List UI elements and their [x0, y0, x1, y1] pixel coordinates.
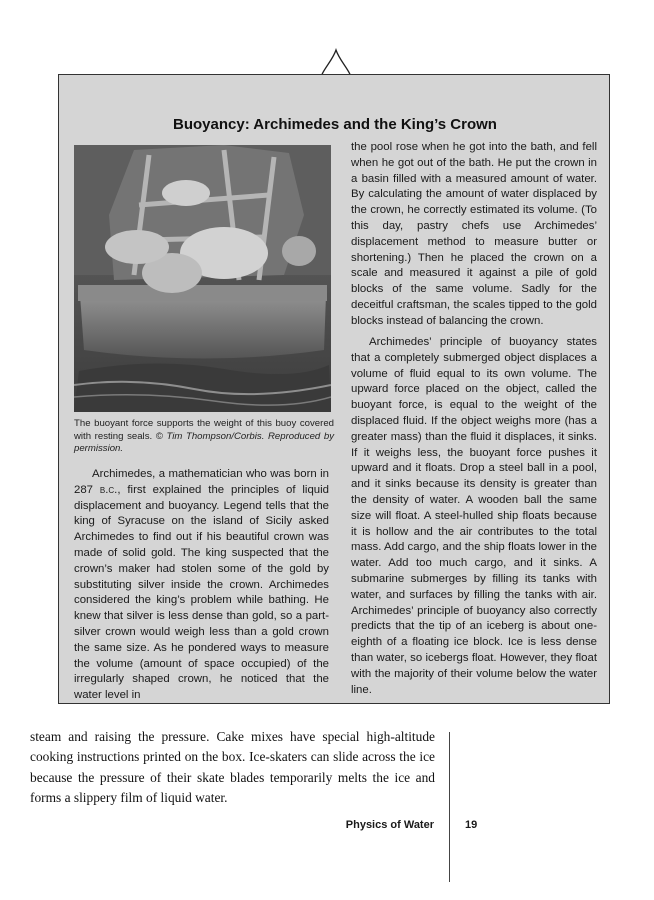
right-column-paragraph-1: the pool rose when he got into the bath, and fell when he got out of the bath. He put the crown in a basin filled with a measured amount of water. By calculating the amount of water displaced by the crown, he correctly estimated its volume. (To this day, pastry chefs use Archimedes’ displacement method to measure butter or shortening.) Then he placed the crown on a scale and measured it against a pile of gold blocks of the same volume. Sadly for the deceitful craftsman, the scales tipped to the gold blocks instead of balancing the crown.	[351, 141, 597, 327]
sidebar-box	[58, 74, 610, 704]
caption-text: The buoyant force supports the weight of this buoy covered with resting seals.	[74, 418, 334, 442]
left-para-start: Archimedes, a mathematician who was born in 287	[74, 468, 329, 496]
left-column-paragraph	[74, 467, 329, 704]
buoy-seals-photo	[74, 145, 331, 412]
running-footer-title: Physics of Water	[345, 819, 434, 831]
photo-credit: © Tim Thompson/Corbis. Reproduced by permission.	[74, 430, 334, 454]
sidebar-title: Buoyancy: Archimedes and the King’s Crown	[173, 116, 497, 133]
right-column-paragraph-2: Archimedes’ principle of buoyancy states that a completely submerged object displaces a volume of fluid equal to its own volume. The upward force placed on the object, called the buoyant force, is equal to the weight of the displaced fluid. If the object weighs more (has a greater mass) than the fluid it displaces, it sinks. If it weighs less, the buoyant force pushes it upward and it floats. Drop a steel ball in a pool, and it sinks because its density is greater than the density of water. A wooden ball the same size will float. A steel-hulled ship floats because it is hollow and the air contributes to the total mass. Add cargo, and the ship floats lower in the water. Add too much cargo, and it sinks. A submarine submerges by filling its tanks with water, and surfaces by filling the tanks with air. Archimedes’ principle of buoyancy also correctly predicts that the tip of an iceberg is about one-eighth of a floating ice block. Ice is less dense than water, so icebergs float. However, they float with the majority of their volume below the water line.	[351, 336, 597, 696]
left-para-rest: , first explained the principles of liquid displacement and buoyancy. Legend tells that the king of Syracuse on the island of Sicily asked Archimedes to find out if his beautiful crown was made of solid gold. The king suspected that the crown’s maker had stolen some of the gold by substituting silver inside the crown. Archimedes considered the king’s problem while bathing. He knew that silver is less dense than gold, so a part-silver crown would weigh less than a gold crown the same size. As he pondered ways to measure the volume (amount of space occupied) of the irregularly shaped crown, he noticed that the water level in	[74, 483, 329, 702]
photo-caption	[74, 418, 334, 456]
page-number: 19	[465, 819, 478, 831]
body-paragraph: steam and raising the pressure. Cake mixes have special high-altitude cooking instructions printed on the box. Ice-skaters can slide across the ice because the pressure of their skate blades temporarily melts the ice and forms a slippery film of liquid water.	[30, 729, 435, 805]
footer-divider	[449, 732, 450, 882]
era-abbrev: b.c.	[99, 483, 118, 496]
